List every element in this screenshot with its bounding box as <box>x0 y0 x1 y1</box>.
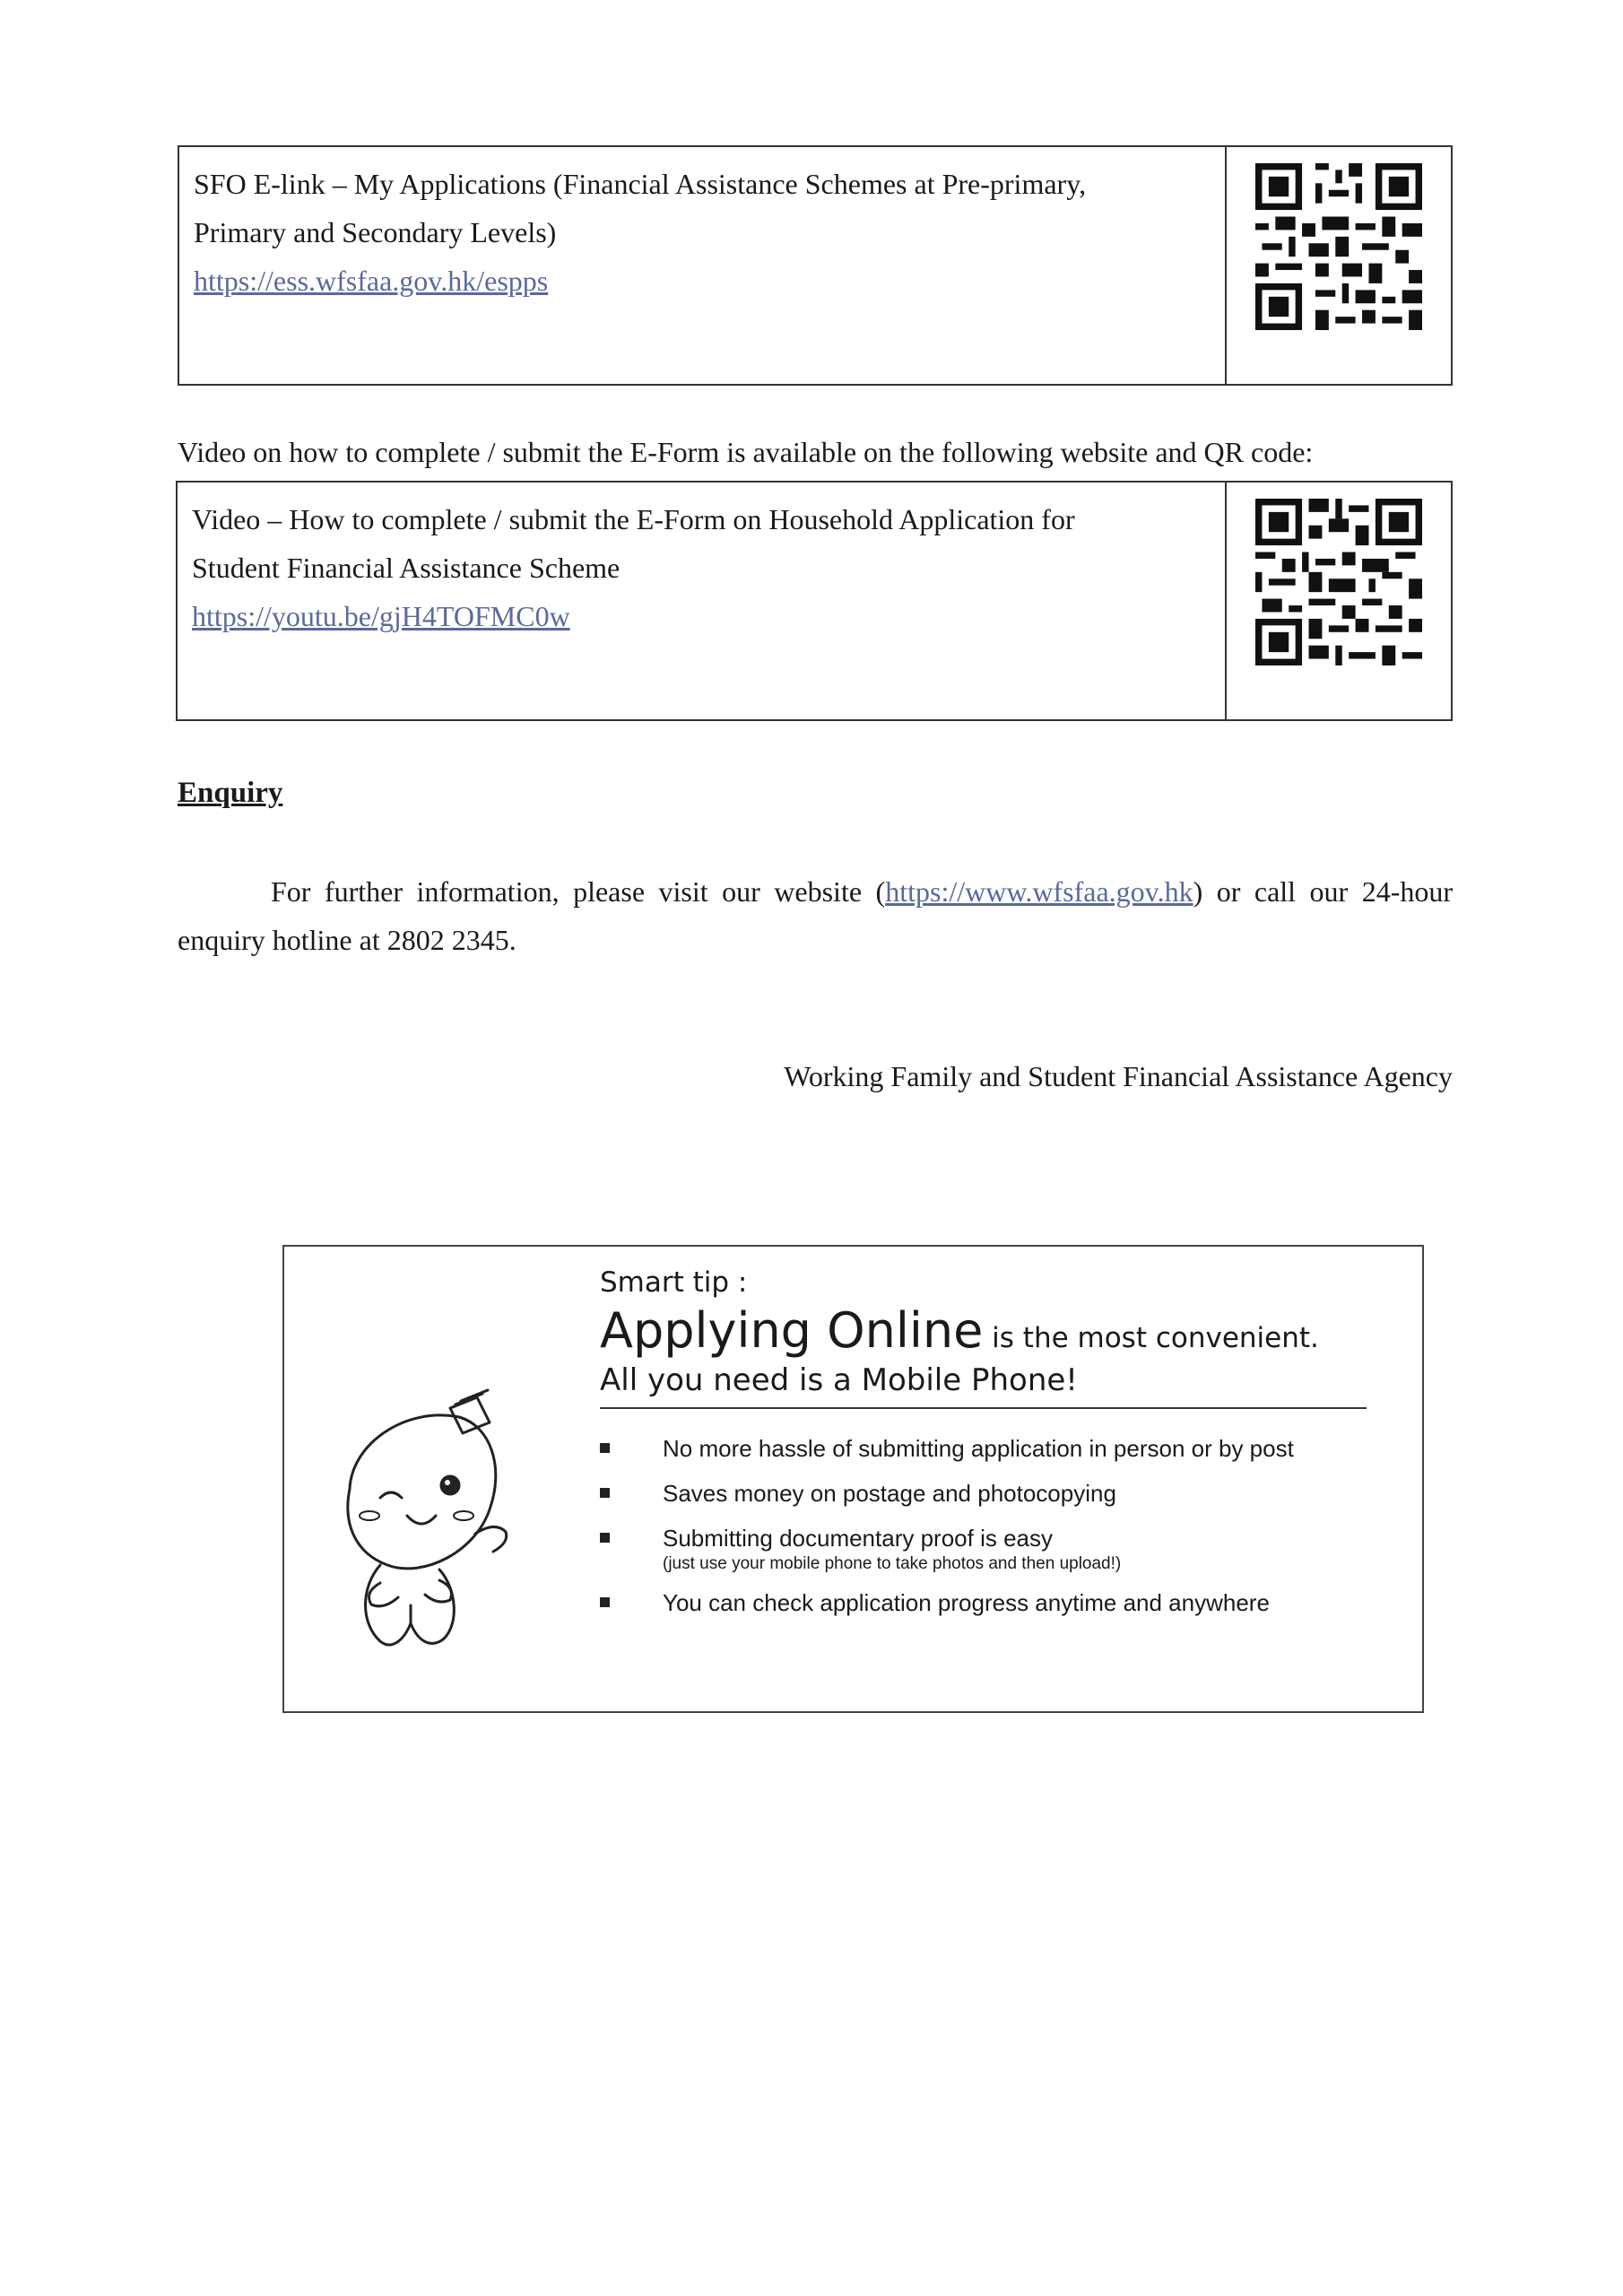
qr-code-icon <box>1255 499 1422 665</box>
bullet-text: Submitting documentary proof is easy <box>663 1525 1053 1552</box>
smart-tip-content <box>600 1266 1389 1631</box>
bullet-square-icon <box>600 1597 610 1607</box>
video-qr-cell <box>1227 483 1451 719</box>
mascot-icon <box>325 1381 522 1650</box>
video-box <box>176 481 1453 721</box>
list-item <box>600 1522 1389 1574</box>
video-url-link[interactable]: https://youtu.be/gjH4TOFMC0w <box>192 600 570 632</box>
bullet-square-icon <box>600 1533 610 1543</box>
enquiry-heading: Enquiry <box>178 777 283 809</box>
qr-code-icon <box>1255 163 1422 330</box>
smart-tip-label: Smart tip : <box>600 1266 748 1299</box>
smart-tip-box <box>282 1245 1424 1713</box>
bullet-text: You can check application progress anytime and anywhere <box>663 1589 1270 1616</box>
headline-emphasis: Applying Online <box>600 1302 984 1359</box>
list-item <box>600 1432 1389 1465</box>
video-line2: Student Financial Assistance Scheme <box>192 552 621 584</box>
bullet-text: No more hassle of submitting application in person or by post <box>663 1435 1294 1462</box>
elink-url-link[interactable]: https://ess.wfsfaa.gov.hk/espps <box>194 265 549 297</box>
smart-tip-headline <box>600 1302 1389 1359</box>
elink-qr-cell <box>1227 147 1451 384</box>
video-intro-text: Video on how to complete / submit the E-Form is available on the following website and QR code: <box>178 436 1314 468</box>
bullet-text: Saves money on postage and photocopying <box>663 1480 1116 1507</box>
enquiry-text-after: ) or call our 24-hour enquiry hotline at 2802 2345. <box>178 875 1454 956</box>
video-line1: Video – How to complete / submit the E-Form on Household Application for <box>192 503 1075 535</box>
bullet-note: (just use your mobile phone to take photos and then upload!) <box>663 1554 1122 1573</box>
video-text <box>178 483 1227 719</box>
headline-rest: is the most convenient. <box>983 1322 1319 1354</box>
elink-box <box>178 145 1453 386</box>
smart-tip-bullets <box>600 1432 1389 1619</box>
bullet-square-icon <box>600 1488 610 1498</box>
bullet-square-icon <box>600 1443 610 1453</box>
elink-line2: Primary and Secondary Levels) <box>194 216 557 248</box>
elink-text <box>179 147 1227 384</box>
agency-signoff: Working Family and Student Financial Assistance Agency <box>784 1060 1453 1092</box>
list-item <box>600 1477 1389 1509</box>
enquiry-text-before: For further information, please visit our website ( <box>271 875 886 908</box>
smart-tip-divider <box>600 1407 1367 1409</box>
agency-website-link[interactable]: https://www.wfsfaa.gov.hk <box>885 875 1193 908</box>
elink-line1: SFO E-link – My Applications (Financial Assistance Schemes at Pre-primary, <box>194 168 1087 200</box>
list-item <box>600 1587 1389 1619</box>
enquiry-paragraph <box>178 867 1453 964</box>
smart-tip-subline: All you need is a Mobile Phone! <box>600 1362 1078 1398</box>
